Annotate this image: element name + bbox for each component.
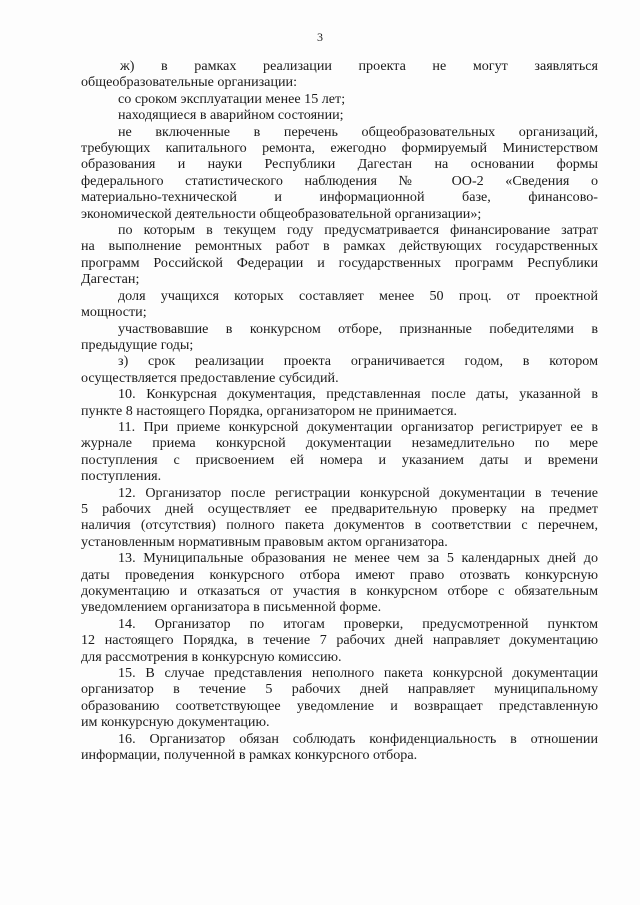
text-line: на выполнение ремонтных работ в рамках действующих государственных: [81, 238, 598, 255]
text-line: доля учащихся которых составляет менее 50 проц. от проектной: [118, 287, 598, 304]
text-line: 13. Муниципальные образования не менее чем за 5 календарных дней до: [118, 550, 598, 567]
document-body: [81, 58, 598, 764]
text-line: осуществляется предоставление субсидий.: [81, 369, 339, 386]
paragraph-srok: [118, 91, 598, 107]
paragraph-zh: [81, 58, 598, 91]
paragraph-15: [81, 665, 598, 731]
text-line: со сроком эксплуатации менее 15 лет;: [118, 90, 346, 107]
text-line: документацию и отказаться от участия в конкурсном отборе с обязательным: [81, 583, 598, 599]
text-line: 10. Конкурсная документация, представленная после даты, указанной в: [118, 386, 598, 403]
text-line: поступления с присвоением ей номера и указанием даты и времени: [81, 451, 598, 468]
text-line: ж) в рамках реализации проекта не могут заявляться: [120, 58, 598, 74]
text-line: образования и науки Республики Дагестан на основании формы: [81, 156, 598, 173]
text-line: информации, полученной в рамках конкурсного отбора.: [81, 747, 418, 764]
paragraph-z: [81, 353, 598, 386]
paragraph-avar: [118, 107, 598, 123]
text-line: участвовавшие в конкурсном отборе, признанные победителями в: [118, 320, 598, 337]
paragraph-dolya: [81, 287, 598, 321]
text-line: материально-технической и информационной базе, финансово-: [81, 189, 598, 206]
text-line: 12. Организатор после регистрации конкурсной документации в течение: [118, 484, 598, 501]
text-line: для рассмотрения в конкурсную комиссию.: [81, 648, 342, 665]
text-line: з) срок реализации проекта ограничивается годом, в котором: [118, 353, 598, 370]
paragraph-uchastv: [81, 320, 598, 354]
text-line: им конкурсную документацию.: [81, 714, 270, 731]
paragraph-12: [81, 484, 598, 551]
text-line: программ Российской Федерации и государственных программ Республики: [81, 254, 598, 271]
text-line: экономической деятельности общеобразовательной организации»;: [81, 205, 482, 222]
paragraph-14: [81, 615, 598, 665]
text-line: 11. При приеме конкурсной документации организатор регистрирует ее в: [118, 418, 598, 435]
text-line: пункте 8 настоящего Порядка, организатором не принимается.: [81, 402, 457, 419]
text-line: организатор в течение 5 рабочих дней направляет муниципальному: [81, 681, 598, 698]
text-line: поступления.: [81, 468, 162, 485]
text-line: федерального статистического наблюдения № ОО-2 «Сведения о: [81, 172, 598, 189]
text-line: общеобразовательные организации:: [81, 74, 297, 91]
paragraph-ne-vkl: [81, 123, 598, 222]
paragraph-16: [81, 730, 598, 764]
text-line: 5 рабочих дней осуществляет ее предварительную проверку на предмет: [81, 500, 598, 517]
text-line: наличия (отсутствия) полного пакета документов в соответствии с перечнем,: [81, 517, 598, 534]
text-line: требующих капитального ремонта, ежегодно формируемый Министерством: [81, 140, 598, 157]
text-line: 15. В случае представления неполного пакета конкурсной документации: [118, 665, 598, 682]
text-line: уведомлением организатора в письменной форме.: [81, 599, 382, 616]
text-line: 12 настоящего Порядка, в течение 7 рабочих дней направляет документацию: [81, 632, 598, 649]
text-line: журнале приема конкурсной документации незамедлительно по мере: [81, 435, 598, 452]
text-line: Дагестан;: [81, 271, 140, 288]
text-line: находящиеся в аварийном состоянии;: [118, 107, 344, 124]
paragraph-11: [81, 418, 598, 485]
paragraph-10: [81, 386, 598, 419]
text-line: не включенные в перечень общеобразовательных организаций,: [118, 123, 598, 140]
text-line: по которым в текущем году предусматривается финансирование затрат: [118, 222, 598, 239]
text-line: предыдущие годы;: [81, 336, 194, 353]
paragraph-po-kotorym: [81, 222, 598, 288]
text-line: мощности;: [81, 304, 147, 321]
text-line: 16. Организатор обязан соблюдать конфиденциальность в отношении: [118, 730, 598, 747]
text-line: образованию соответствующее уведомление и возвращает представленную: [81, 697, 598, 714]
text-line: даты проведения конкурсного отбора имеют право отозвать конкурсную: [81, 566, 598, 583]
paragraph-13: [81, 550, 598, 616]
text-line: 14. Организатор по итогам проверки, предусмотренной пунктом: [118, 615, 598, 632]
text-line: установленным нормативным правовым актом организатора.: [81, 533, 448, 550]
page-number: 3: [317, 30, 323, 44]
